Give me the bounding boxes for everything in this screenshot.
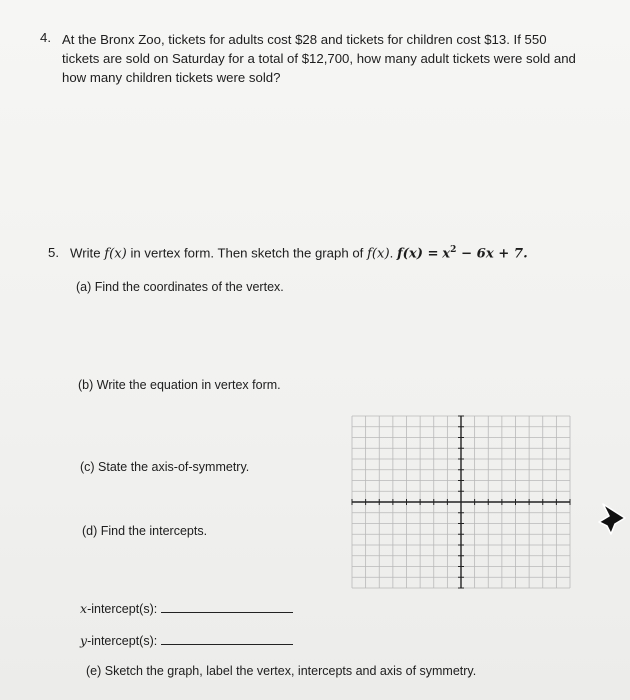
question-4-line-2: tickets are sold on Saturday for a total of $12,700, how many adult tickets were sold and <box>62 51 576 66</box>
question-5-number: 5. <box>48 245 59 260</box>
part-b: (b) Write the equation in vertex form. <box>78 378 281 392</box>
part-d: (d) Find the intercepts. <box>82 524 208 538</box>
equation-x: x <box>442 246 451 262</box>
x-var: x <box>80 601 88 616</box>
fx-symbol: f(x) <box>104 246 127 262</box>
question-4-line-1: At the Bronx Zoo, tickets for adults cost $28 and tickets for children cost $13. If 550 <box>62 32 547 47</box>
prompt-part-3: . <box>389 245 397 261</box>
x-intercept-label: -intercept(s): <box>87 602 158 616</box>
x-intercept-blank[interactable] <box>161 602 293 613</box>
prompt-part-2: in vertex form. Then sketch the graph of <box>126 245 367 261</box>
question-5-prompt <box>70 245 528 261</box>
y-intercept-label: -intercept(s): <box>87 634 158 648</box>
equation-rest: − 6x + 7. <box>456 246 528 262</box>
prompt-part-1: Write <box>70 245 105 261</box>
part-e: (e) Sketch the graph, label the vertex, intercepts and axis of symmetry. <box>86 664 477 678</box>
mouse-pointer-icon <box>597 500 627 536</box>
part-c: (c) State the axis-of-symmetry. <box>80 460 250 474</box>
x-intercept-line <box>80 601 293 616</box>
question-4-number: 4. <box>40 30 51 45</box>
y-intercept-blank[interactable] <box>161 634 293 645</box>
equation-lhs: f(x) = <box>396 246 439 262</box>
coordinate-grid[interactable] <box>350 414 572 590</box>
question-4-text <box>62 30 576 87</box>
y-var: y <box>80 633 88 648</box>
fx-symbol-2: f(x) <box>367 246 390 262</box>
equation-exponent: 2 <box>450 245 457 255</box>
question-4-line-3: how many children tickets were sold? <box>62 70 281 85</box>
y-intercept-line <box>80 633 293 648</box>
part-a: (a) Find the coordinates of the vertex. <box>76 280 284 294</box>
